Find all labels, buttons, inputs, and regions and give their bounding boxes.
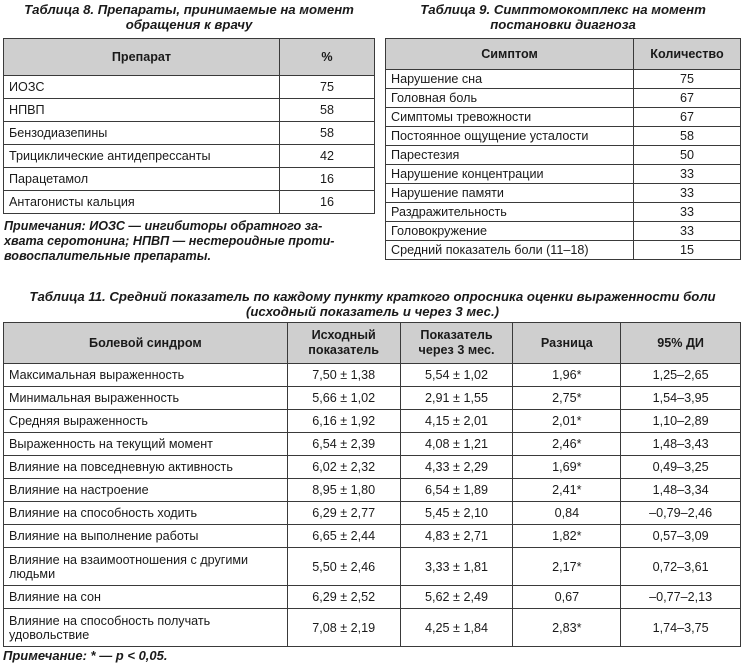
baseline-value: 6,16 ± 1,92: [287, 410, 400, 433]
table11-caption-line: (исходный показатель и через 3 мес.): [245, 304, 500, 319]
drug-percent: 42: [280, 145, 375, 168]
difference-value: 2,41*: [513, 479, 621, 502]
table11-caption: [2, 289, 743, 319]
table-row: [386, 146, 741, 165]
difference-value: 2,83*: [513, 609, 621, 647]
table-row: [386, 70, 741, 89]
symptom-count: 75: [634, 70, 741, 89]
3months-value: 4,15 ± 2,01: [400, 410, 513, 433]
drug-name: НПВП: [4, 99, 280, 122]
symptom-count: 58: [634, 127, 741, 146]
syndrome-name: Выраженность на текущий момент: [4, 433, 288, 456]
3months-value: 4,08 ± 1,21: [400, 433, 513, 456]
3months-value: 3,33 ± 1,81: [400, 548, 513, 586]
baseline-value: 7,08 ± 2,19: [287, 609, 400, 647]
table9-header-symptom: Симптом: [386, 39, 634, 70]
syndrome-name: Средняя выраженность: [4, 410, 288, 433]
baseline-value: 6,29 ± 2,52: [287, 586, 400, 609]
symptom-name: Постоянное ощущение усталости: [386, 127, 634, 146]
table-row: [386, 222, 741, 241]
symptom-name: Симптомы тревожности: [386, 108, 634, 127]
table-row: [386, 165, 741, 184]
table8-header-percent: %: [280, 39, 375, 76]
table8-note: [4, 219, 376, 264]
table-row: [4, 456, 741, 479]
table-row: [4, 145, 375, 168]
3months-value: 4,25 ± 1,84: [400, 609, 513, 647]
baseline-value: 6,02 ± 2,32: [287, 456, 400, 479]
difference-value: 2,75*: [513, 387, 621, 410]
baseline-value: 6,29 ± 2,77: [287, 502, 400, 525]
ci-value: 0,57–3,09: [621, 525, 741, 548]
symptom-count: 15: [634, 241, 741, 260]
ci-value: 1,74–3,75: [621, 609, 741, 647]
table8-caption: Таблица 8. Препараты, принимаемые на момент обращения к врачу: [24, 2, 354, 32]
table8-note-line: Примечания: ИОЗС — ингибиторы обратного за-: [4, 219, 323, 233]
ci-value: 1,10–2,89: [621, 410, 741, 433]
drug-percent: 58: [280, 99, 375, 122]
ci-value: 0,49–3,25: [621, 456, 741, 479]
table-row: [4, 586, 741, 609]
symptom-count: 67: [634, 89, 741, 108]
table-row: [4, 168, 375, 191]
symptom-count: 33: [634, 165, 741, 184]
symptom-name: Нарушение памяти: [386, 184, 634, 203]
drug-percent: 16: [280, 168, 375, 191]
baseline-value: 8,95 ± 1,80: [287, 479, 400, 502]
syndrome-name: Влияние на способность получать удовольствие: [4, 609, 288, 647]
symptom-count: 50: [634, 146, 741, 165]
table11-caption-line: Таблица 11. Средний показатель по каждому пункту краткого опросника оценки выраженности боли: [29, 289, 716, 304]
table-row: [4, 410, 741, 433]
table11: [3, 322, 741, 647]
syndrome-name: Влияние на взаимоотношения с другими людьми: [4, 548, 288, 586]
table-row: [4, 122, 375, 145]
symptom-count: 33: [634, 203, 741, 222]
3months-value: 5,45 ± 2,10: [400, 502, 513, 525]
table-row: [4, 609, 741, 647]
table9-header-count: Количество: [634, 39, 741, 70]
table-row: [386, 184, 741, 203]
baseline-value: 6,54 ± 2,39: [287, 433, 400, 456]
drug-name: Антагонисты кальция: [4, 191, 280, 214]
table-row: [4, 99, 375, 122]
ci-value: 0,72–3,61: [621, 548, 741, 586]
table-row: [4, 76, 375, 99]
difference-value: 0,84: [513, 502, 621, 525]
3months-value: 4,83 ± 2,71: [400, 525, 513, 548]
3months-value: 2,91 ± 1,55: [400, 387, 513, 410]
table-row: [386, 203, 741, 222]
table-row: [4, 433, 741, 456]
baseline-value: 6,65 ± 2,44: [287, 525, 400, 548]
drug-percent: 75: [280, 76, 375, 99]
difference-value: 1,82*: [513, 525, 621, 548]
baseline-value: 5,66 ± 1,02: [287, 387, 400, 410]
table11-header-difference: Разница: [513, 323, 621, 364]
symptom-name: Раздражительность: [386, 203, 634, 222]
ci-value: 1,25–2,65: [621, 364, 741, 387]
syndrome-name: Влияние на сон: [4, 586, 288, 609]
syndrome-name: Влияние на повседневную активность: [4, 456, 288, 479]
difference-value: 1,69*: [513, 456, 621, 479]
symptom-name: Парестезия: [386, 146, 634, 165]
table-row: [4, 502, 741, 525]
symptom-count: 33: [634, 184, 741, 203]
table11-header-syndrome: Болевой синдром: [4, 323, 288, 364]
syndrome-name: Максимальная выраженность: [4, 364, 288, 387]
3months-value: 6,54 ± 1,89: [400, 479, 513, 502]
syndrome-name: Влияние на способность ходить: [4, 502, 288, 525]
difference-value: 2,01*: [513, 410, 621, 433]
symptom-count: 33: [634, 222, 741, 241]
baseline-value: 7,50 ± 1,38: [287, 364, 400, 387]
ci-value: 1,54–3,95: [621, 387, 741, 410]
drug-percent: 16: [280, 191, 375, 214]
drug-name: Парацетамол: [4, 168, 280, 191]
symptom-count: 67: [634, 108, 741, 127]
syndrome-name: Влияние на выполнение работы: [4, 525, 288, 548]
ci-value: –0,77–2,13: [621, 586, 741, 609]
table-row: [386, 241, 741, 260]
table9: [385, 38, 741, 260]
table11-header-3months: Показатель через 3 мес.: [400, 323, 513, 364]
table11-header-ci: 95% ДИ: [621, 323, 741, 364]
table-row: [386, 89, 741, 108]
3months-value: 5,54 ± 1,02: [400, 364, 513, 387]
difference-value: 2,17*: [513, 548, 621, 586]
table-row: [4, 548, 741, 586]
drug-name: Бензодиазепины: [4, 122, 280, 145]
3months-value: 4,33 ± 2,29: [400, 456, 513, 479]
difference-value: 0,67: [513, 586, 621, 609]
table9-caption-line: постановки диагноза: [490, 17, 636, 32]
drug-name: ИОЗС: [4, 76, 280, 99]
ci-value: 1,48–3,34: [621, 479, 741, 502]
table11-note: Примечание: * — p < 0,05.: [3, 648, 168, 663]
table-row: [4, 364, 741, 387]
table-row: [4, 525, 741, 548]
baseline-value: 5,50 ± 2,46: [287, 548, 400, 586]
symptom-name: Нарушение концентрации: [386, 165, 634, 184]
symptom-name: Головная боль: [386, 89, 634, 108]
table9-caption: [386, 2, 740, 32]
table9-caption-line: Таблица 9. Симптомокомплекс на момент: [420, 2, 706, 17]
syndrome-name: Минимальная выраженность: [4, 387, 288, 410]
table-row: [4, 479, 741, 502]
table-row: [4, 191, 375, 214]
table8-note-line: хвата серотонина; НПВП — нестероидные проти-: [4, 234, 335, 248]
ci-value: –0,79–2,46: [621, 502, 741, 525]
ci-value: 1,48–3,43: [621, 433, 741, 456]
drug-percent: 58: [280, 122, 375, 145]
difference-value: 2,46*: [513, 433, 621, 456]
table11-header-baseline: Исходный показатель: [287, 323, 400, 364]
symptom-name: Нарушение сна: [386, 70, 634, 89]
symptom-name: Головокружение: [386, 222, 634, 241]
symptom-name: Средний показатель боли (11–18): [386, 241, 634, 260]
drug-name: Трициклические антидепрессанты: [4, 145, 280, 168]
table8: [3, 38, 375, 214]
table-row: [386, 127, 741, 146]
table8-note-line: вовоспалительные препараты.: [4, 249, 211, 263]
table-row: [4, 387, 741, 410]
syndrome-name: Влияние на настроение: [4, 479, 288, 502]
table8-header-drug: Препарат: [4, 39, 280, 76]
3months-value: 5,62 ± 2,49: [400, 586, 513, 609]
table-row: [386, 108, 741, 127]
difference-value: 1,96*: [513, 364, 621, 387]
